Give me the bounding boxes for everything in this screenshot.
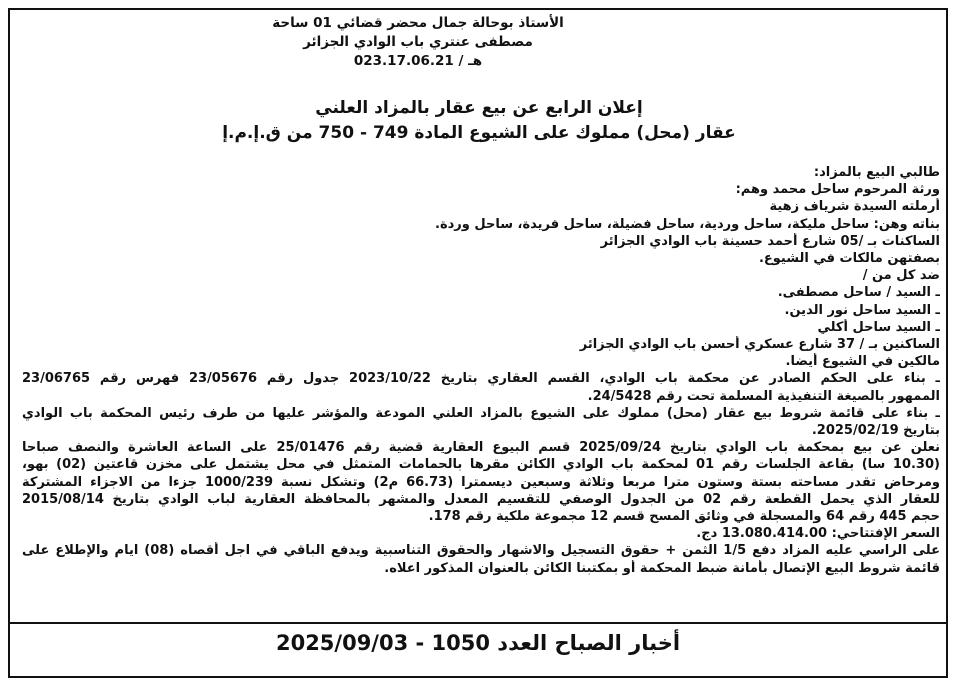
body-line: على الراسي عليه المزاد دفع 1/5 الثمن + حقوق التسجيل والاشهار والحقوق التناسبية ويدفع الباقي في اجل أقصاه (08) ايام والإطلاع على bbox=[22, 543, 940, 559]
body-line: (10.30 سا) بقاعة الجلسات رقم 01 لمحكمة باب الوادي الكائن مقرها بالحمامات المتمثل في محل يشتمل على مخزن قاعتين (02) بهو، bbox=[22, 457, 940, 473]
body-line: للعقار الذي يحمل القطعة رقم 02 من الجدول الوصفي للتقسيم المعدل والمشهر بالمحافظة العقارية لباب الوادي بتاريخ 2015/08/14 bbox=[22, 491, 940, 507]
bailiff-reference: هـ / 023.17.06.21 bbox=[353, 53, 483, 69]
notice-body bbox=[22, 164, 940, 577]
body-line: أرملته السيدة شرياف زهية bbox=[769, 199, 940, 215]
body-line: نعلن عن بيع بمحكمة باب الوادي بتاريخ 2025/09/24 قسم البيوع العقارية قضية رقم 25/01476 على الساعة العاشرة والنصف صباحا bbox=[22, 440, 940, 456]
body-line: ـ السيد ساحل نور الدين. bbox=[784, 302, 940, 318]
notice-title: إعلان الرابع عن بيع عقار بالمزاد العلني bbox=[315, 98, 643, 118]
notice-subtitle: عقار (محل) مملوك على الشيوع المادة 749 - 750 من ق.إ.م.إ bbox=[222, 123, 736, 143]
body-line: طالبي البيع بالمزاد: bbox=[813, 165, 940, 180]
body-line: مالكين في الشيوع أيضا. bbox=[785, 354, 940, 370]
body-line: ـ بناء على قائمة شروط بيع عقار (محل) مملوك على الشيوع بالمزاد العلني المودعة والمؤشر عليها من طرف رئيس المحكمة باب الوادي bbox=[22, 405, 940, 421]
body-line: الساكنات بـ /05 شارع أحمد حسينة باب الوادي الجزائر bbox=[600, 233, 940, 249]
footer-divider bbox=[8, 622, 948, 624]
body-line: ومرحاض تقدر مساحته بستة وستون مترا مربعا وثلاثة وسبعين ديسمترا (66.73 م2) وتشكل نسبة 1000/239 جزءا من الاجزاء المشتركة bbox=[22, 474, 940, 490]
opening-price: السعر الإفتتاحي: 13.080.414.00 دج. bbox=[696, 526, 940, 542]
bailiff-header bbox=[258, 14, 578, 71]
newspaper-footer: أخبار الصباح العدد 1050 - 2025/09/03 bbox=[275, 631, 681, 655]
body-line: بتاريخ 2025/02/19. bbox=[811, 423, 940, 439]
body-line: حجم 445 رقم 64 والمسجلة في وثائق المسح قسم 12 مجموعة ملكية رقم 178. bbox=[428, 509, 940, 525]
bailiff-name: الأستاذ بوحالة جمال محضر قضائي 01 ساحة bbox=[272, 15, 564, 31]
body-line: ـ بناء على الحكم الصادر عن محكمة باب الوادي، القسم العقاري بتاريخ 2023/10/22 جدول رقم 23/05676 فهرس رقم 23/06765 bbox=[22, 371, 940, 387]
bailiff-address: مصطفى عنتري باب الوادي الجزائر bbox=[303, 34, 533, 50]
body-line: قائمة شروط البيع الإتصال بأمانة ضبط المحكمة أو بمكتبنا الكائن بالعنوان المذكور اعلاه. bbox=[384, 560, 940, 576]
body-line: بصفتهن مالكات في الشيوع. bbox=[758, 251, 940, 267]
body-line: الساكنين بـ / 37 شارع عسكري أحسن باب الوادي الجزائر bbox=[579, 337, 940, 353]
body-line: الممهور بالصيغة التنفيذية المسلمة تحت رقم 24/5428. bbox=[587, 388, 940, 404]
body-line: ـ السيد / ساحل مصطفى. bbox=[777, 285, 940, 301]
body-line: ضد كل من / bbox=[862, 268, 940, 284]
body-line: بناته وهن: ساحل مليكة، ساحل وردية، ساحل فضيلة، ساحل فريدة، ساحل وردة. bbox=[435, 216, 940, 232]
body-line: ورثة المرحوم ساحل محمد وهم: bbox=[735, 182, 940, 198]
body-line: ـ السيد ساحل أكلي bbox=[817, 319, 940, 335]
notice-title-block bbox=[20, 96, 938, 146]
